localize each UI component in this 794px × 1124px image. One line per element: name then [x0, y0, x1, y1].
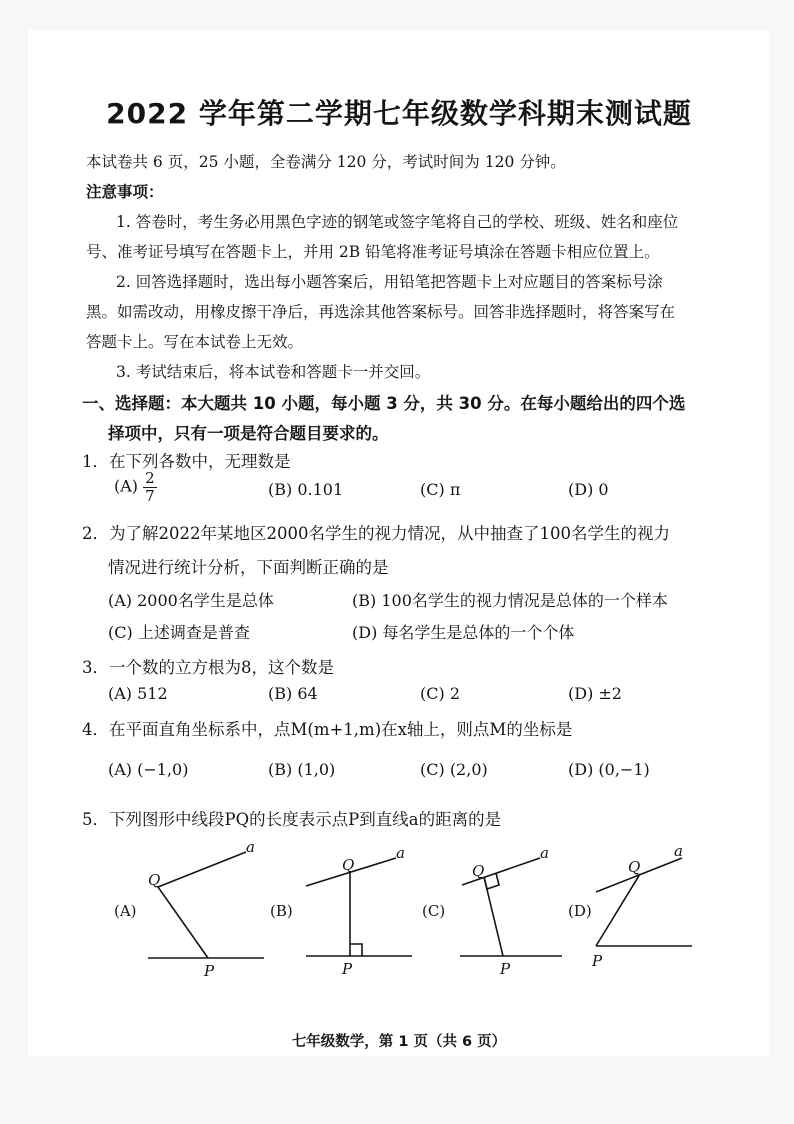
point-p-label: P — [500, 960, 511, 978]
line-a-label: a — [396, 844, 405, 862]
figure-a — [148, 852, 264, 958]
line-a — [158, 852, 246, 887]
figure-d — [596, 858, 692, 946]
q2-option-a: (A) 2000名学生是总体 — [108, 591, 274, 610]
denominator: 7 — [145, 486, 155, 505]
q1-option-d: (D) 0 — [568, 480, 609, 499]
geometry-figures — [28, 830, 770, 990]
question-2-stem: 情况进行统计分析，下面判断正确的是 — [108, 558, 389, 577]
notice-line: 2. 回答选择题时，选出每小题答案后，用铅笔把答题卡上对应题目的答案标号涂 — [116, 273, 663, 291]
page-title: 2022 学年第二学期七年级数学科期末测试题 — [106, 97, 692, 130]
point-q-label: Q — [148, 871, 161, 889]
q4-option-b: (B) (1,0) — [268, 760, 336, 779]
notice-line: 号、准考证号填写在答题卡上，并用 2B 铅笔将准考证号填涂在答题卡相应位置上。 — [86, 243, 660, 261]
segment-pq — [158, 887, 208, 958]
option-label: (A) — [114, 476, 139, 496]
question-2-stem: 2．为了解2022年某地区2000名学生的视力情况，从中抽查了100名学生的视力 — [82, 524, 670, 543]
q4-option-d: (D) (0,−1) — [568, 760, 650, 779]
figure-label-a: (A) — [114, 902, 137, 920]
fraction — [143, 470, 157, 504]
point-p-label: P — [592, 952, 603, 970]
notice-line: 答题卡上。写在本试卷上无效。 — [86, 333, 304, 351]
figure-label-b: (B) — [270, 902, 293, 920]
point-q-label: Q — [628, 858, 641, 876]
q1-option-b: (B) 0.101 — [268, 480, 344, 499]
figure-label-c: (C) — [422, 902, 446, 920]
point-q-label: Q — [472, 862, 485, 880]
q4-option-a: (A) (−1,0) — [108, 760, 189, 779]
intro-text: 本试卷共 6 页，25 小题，全卷满分 120 分，考试时间为 120 分钟。 — [86, 153, 566, 171]
figure-b — [306, 858, 412, 956]
q2-option-d: (D) 每名学生是总体的一个个体 — [352, 623, 575, 642]
numerator: 2 — [145, 469, 155, 487]
exam-page — [28, 30, 770, 1056]
point-p-label: P — [342, 960, 353, 978]
notice-line: 1. 答卷时，考生务必用黑色字迹的钢笔或签字笔将自己的学校、班级、姓名和座位 — [116, 213, 679, 231]
question-4-stem: 4．在平面直角坐标系中，点M(m+1,m)在x轴上，则点M的坐标是 — [82, 720, 573, 739]
q3-option-b: (B) 64 — [268, 684, 318, 703]
right-angle-mark — [350, 944, 362, 956]
q2-option-b: (B) 100名学生的视力情况是总体的一个样本 — [352, 591, 668, 610]
notice-heading: 注意事项： — [86, 183, 164, 201]
q4-option-c: (C) (2,0) — [420, 760, 488, 779]
point-p-label: P — [204, 962, 215, 980]
q3-option-a: (A) 512 — [108, 684, 168, 703]
q3-option-c: (C) 2 — [420, 684, 460, 703]
question-1-stem: 1．在下列各数中，无理数是 — [82, 452, 291, 471]
section-heading: 一、选择题：本大题共 10 小题，每小题 3 分，共 30 分。在每小题给出的四个选 — [82, 394, 686, 413]
line-a-label: a — [246, 838, 255, 856]
q1-option-c: (C) π — [420, 480, 461, 499]
q2-option-c: (C) 上述调查是普查 — [108, 623, 250, 642]
line-a-label: a — [674, 842, 683, 860]
q1-option-a — [114, 470, 157, 504]
question-5-stem: 5．下列图形中线段PQ的长度表示点P到直线a的距离的是 — [82, 810, 502, 829]
section-heading: 择项中，只有一项是符合题目要求的。 — [108, 424, 389, 443]
line-a-label: a — [540, 844, 549, 862]
page-footer: 七年级数学，第 1 页（共 6 页） — [291, 1034, 507, 1050]
notice-line: 黑。如需改动，用橡皮擦干净后，再选涂其他答案标号。回答非选择题时，将答案写在 — [86, 303, 676, 321]
point-q-label: Q — [342, 856, 355, 874]
question-3-stem: 3．一个数的立方根为8，这个数是 — [82, 658, 334, 677]
segment-pq — [596, 874, 640, 946]
notice-line: 3. 考试结束后，将本试卷和答题卡一并交回。 — [116, 363, 431, 381]
q3-option-d: (D) ±2 — [568, 684, 622, 703]
figure-label-d: (D) — [568, 902, 592, 920]
